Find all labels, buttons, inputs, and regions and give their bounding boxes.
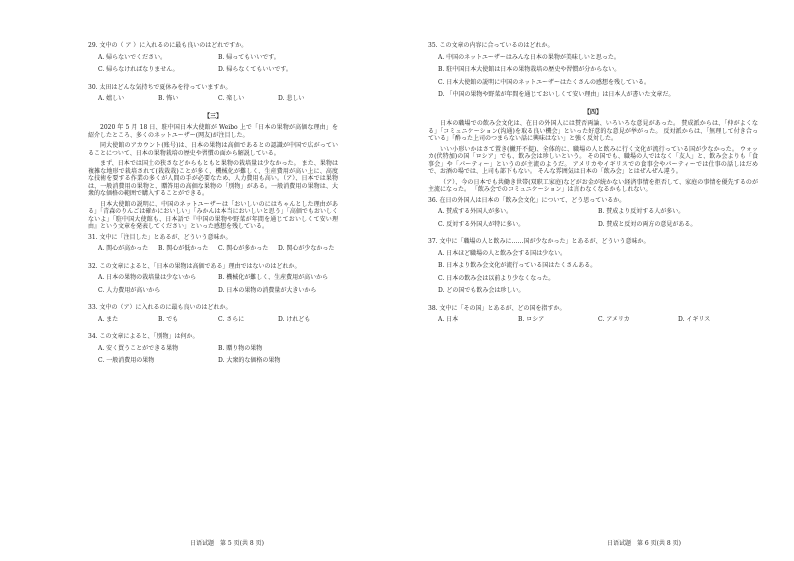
option: B. 日本より飲み会文化が流行っている国はたくさんある。 <box>438 262 597 269</box>
option: C. 帰らなければなりません。 <box>98 66 179 73</box>
passage-paragraph: （ア）、今の日本でも共働き世帯(双职工家庭)などがお金が続かない経済事情を拒否して、家庭の事情を優先するのが主流になった。 「飲み会でのコミュニケーション」は言わなくなるかもしれない。 <box>428 178 758 193</box>
question-33: 33. 文中の（ア）に入れるのに最も良いのはどれか。 <box>88 304 232 311</box>
option: C. 関心が多かった <box>218 245 269 252</box>
option: D. 帰らなくてもいいです。 <box>218 66 292 73</box>
option: D. 「中国の果物や野菜が年間を通じておいしくて安い理由」は日本人が書いた文章だ。 <box>438 91 675 98</box>
options-36 <box>438 208 758 233</box>
option: D. 賛成と反対の両方の意見がある。 <box>598 220 697 228</box>
right-column <box>428 42 758 334</box>
question-31: 31. 文中に「注目した」とあるが、どういう意味か。 <box>88 233 232 241</box>
option: B. 機械化が難しく、生産費用が高いから <box>218 274 329 281</box>
option: D. どの国でも飲み会は珍しい。 <box>438 287 525 294</box>
option: B. 駐中国日本大使館は日本の果物栽培の歴史や習慣が分からない。 <box>438 66 621 73</box>
section-heading: 【四】 <box>583 108 602 116</box>
options-33 <box>98 316 338 329</box>
option: A. 日本ほど職場の人と飲み会する国は少ない。 <box>438 249 567 257</box>
option: C. 一般消費用の果物 <box>98 357 155 364</box>
option: C. アメリカ <box>598 316 630 323</box>
option: A. 嬉しい <box>98 95 125 102</box>
options-35 <box>438 54 758 104</box>
options-31 <box>98 245 338 258</box>
option: B. でも <box>158 315 179 323</box>
question-35: 35. この文章の内容に合っているのはどれか。 <box>428 42 554 49</box>
option: A. また <box>98 315 119 323</box>
option: A. 関心が高かった <box>98 245 149 252</box>
question-38: 38. 文中に「その国」とあるが、どの国を指すか。 <box>428 304 566 312</box>
option: B. 贈り物の果物 <box>218 344 263 352</box>
option: D. イギリス <box>678 316 711 323</box>
question-29: 29. 文中の（ ア ）に入れるのに最も良いのはどれですか。 <box>88 42 248 49</box>
option: B. ロシア <box>518 316 545 323</box>
option: D. 大衆的な価格の果物 <box>218 357 281 364</box>
page-footer: 日语试题 第 5 页(共 8 页) <box>190 540 264 547</box>
options-38 <box>438 316 758 329</box>
right-page <box>397 0 794 561</box>
options-30 <box>98 95 338 108</box>
option: D. 関心が少なかった <box>278 245 335 252</box>
option: A. 中国のネットユーザーはみんな日本の果物が美味しいと思った。 <box>438 53 620 61</box>
option: C. 日本大使館の説明に中国のネットユーザーはたくさんの感想を残している。 <box>438 78 650 86</box>
question-30: 30. 太田はどんな気持ちで夏休みを待っていますか。 <box>88 83 232 91</box>
question-34: 34. この文章によると、「別物」は何か。 <box>88 333 199 340</box>
option: A. 安く買うことができる果物 <box>98 344 179 352</box>
passage-paragraph: 日本の職場での飲み会文化は、在日の外国人には賛否両論、いろいろな意見があった。 賛成派からは、「仲がよくなる」「コミュニケーション(沟通)を取る良い機会」といった好意的な意見が挙がった。 反対派からは、「無理して付き合っている」「酔った上司のつまらない話に興味はない」と強く反対した。 <box>428 120 758 142</box>
left-column <box>88 42 338 375</box>
option: C. 楽しい <box>218 95 245 102</box>
question-32: 32. この文章によると、「日本の果物は高価である」理由ではないのはどれか。 <box>88 262 301 270</box>
option: C. 反対する外国人が特に多い。 <box>438 220 525 228</box>
option: A. 日本の果物の栽培量は少ないから <box>98 274 197 281</box>
option: C. 人力費用が高いから <box>98 286 161 294</box>
option: A. 賛成する外国人が多い。 <box>438 208 513 215</box>
passage-paragraph: まず、日本では国土の狭さなどからもともと果物の栽培量は少なかった。 また、果物は複雑な地形で栽培されて(栽栽栽)ことが多く、機械化が難しく、生産費用が高い上に、高度な技術を要する作業の多くが人間の手が必要なため、人力費用も高い。（ア）、日本では果物は、一般消費用の果物と、贈答用の高価な果物の「別物」がある。一般消費用の果物は、大衆的な価格の範囲で購入することができる。 <box>88 160 338 197</box>
option: A. 日本 <box>438 316 459 323</box>
option: C. さらに <box>218 315 245 323</box>
option: B. 怖い <box>158 95 179 102</box>
option: B. 関心が低かった <box>158 245 209 252</box>
option: C. 日本の飲み会は以前より少なくなった。 <box>438 274 555 282</box>
passage-paragraph: いい小形いかはさて置き(撇开不提)、全体的に、職場の人と飲みに行く文化が流行っている国が少なかった。 ウォッカ(伏特加)の国「ロシア」でも、飲み会は珍しいという。 その国でも、職場の人ではなく「友人」と、飲み会よりも「食事会」や「パーティー」というのが主流のようだ。 アメリカやイギリスでの食事会やパーティーでは仕事の話しはだめで、お酒の場では、上司も部下もない。 そんな雰囲気は日本の「飲み会」とはぜんぜん違う。 <box>428 145 758 175</box>
question-37: 37. 文中に「職場の人と飲みに……国が少なかった」とあるが、どういう意味か。 <box>428 238 650 245</box>
passage-paragraph: 日本大使館の説明に、中国のネットユーザーは「おいしいのにはちゃんとした理由がある」「青森のりんごは確かにおいしい」「みかんは本当においしいと思う」「高価でもおいしくないよ」「駐中国大使館も、日本語で『中国の果物や野菜が年間を通じておいしくて安い理由』という文章を発表してください」といった感想を残している。 <box>88 200 338 230</box>
option: D. 悲しい <box>278 95 305 102</box>
option: D. 日本の果物の消費量が大きいから <box>218 286 317 294</box>
options-34 <box>98 345 338 370</box>
options-29 <box>98 54 338 79</box>
option: D. けれども <box>278 315 311 323</box>
options-37 <box>438 250 758 300</box>
page-footer: 日语试题 第 6 页(共 8 页) <box>607 540 681 547</box>
question-36: 36. 在日の外国人は日本の「飲み会文化」について、どう思っているか。 <box>428 196 626 204</box>
passage-paragraph: 同大使館のアカウント(账号)は、日本の果物は高価であるとの認識が中国で広がっていることについて、日本の果物栽培の歴史や習慣の面から解説している。 <box>88 142 338 157</box>
option: A. 帰らないでください。 <box>98 53 167 61</box>
section-heading: 【三】 <box>203 112 222 120</box>
options-32 <box>98 274 338 299</box>
passage-paragraph: 2020 年 5 月 18 日、駐中国日本大使館が Weibo 上で「日本の果物が高価な理由」を紹介したところ、多くのネットユーザー(网友)が注目した。 <box>88 124 338 139</box>
option: B. 帰ってもいいです。 <box>218 53 280 61</box>
option: B. 賛成より反対する人が多い。 <box>598 208 685 215</box>
